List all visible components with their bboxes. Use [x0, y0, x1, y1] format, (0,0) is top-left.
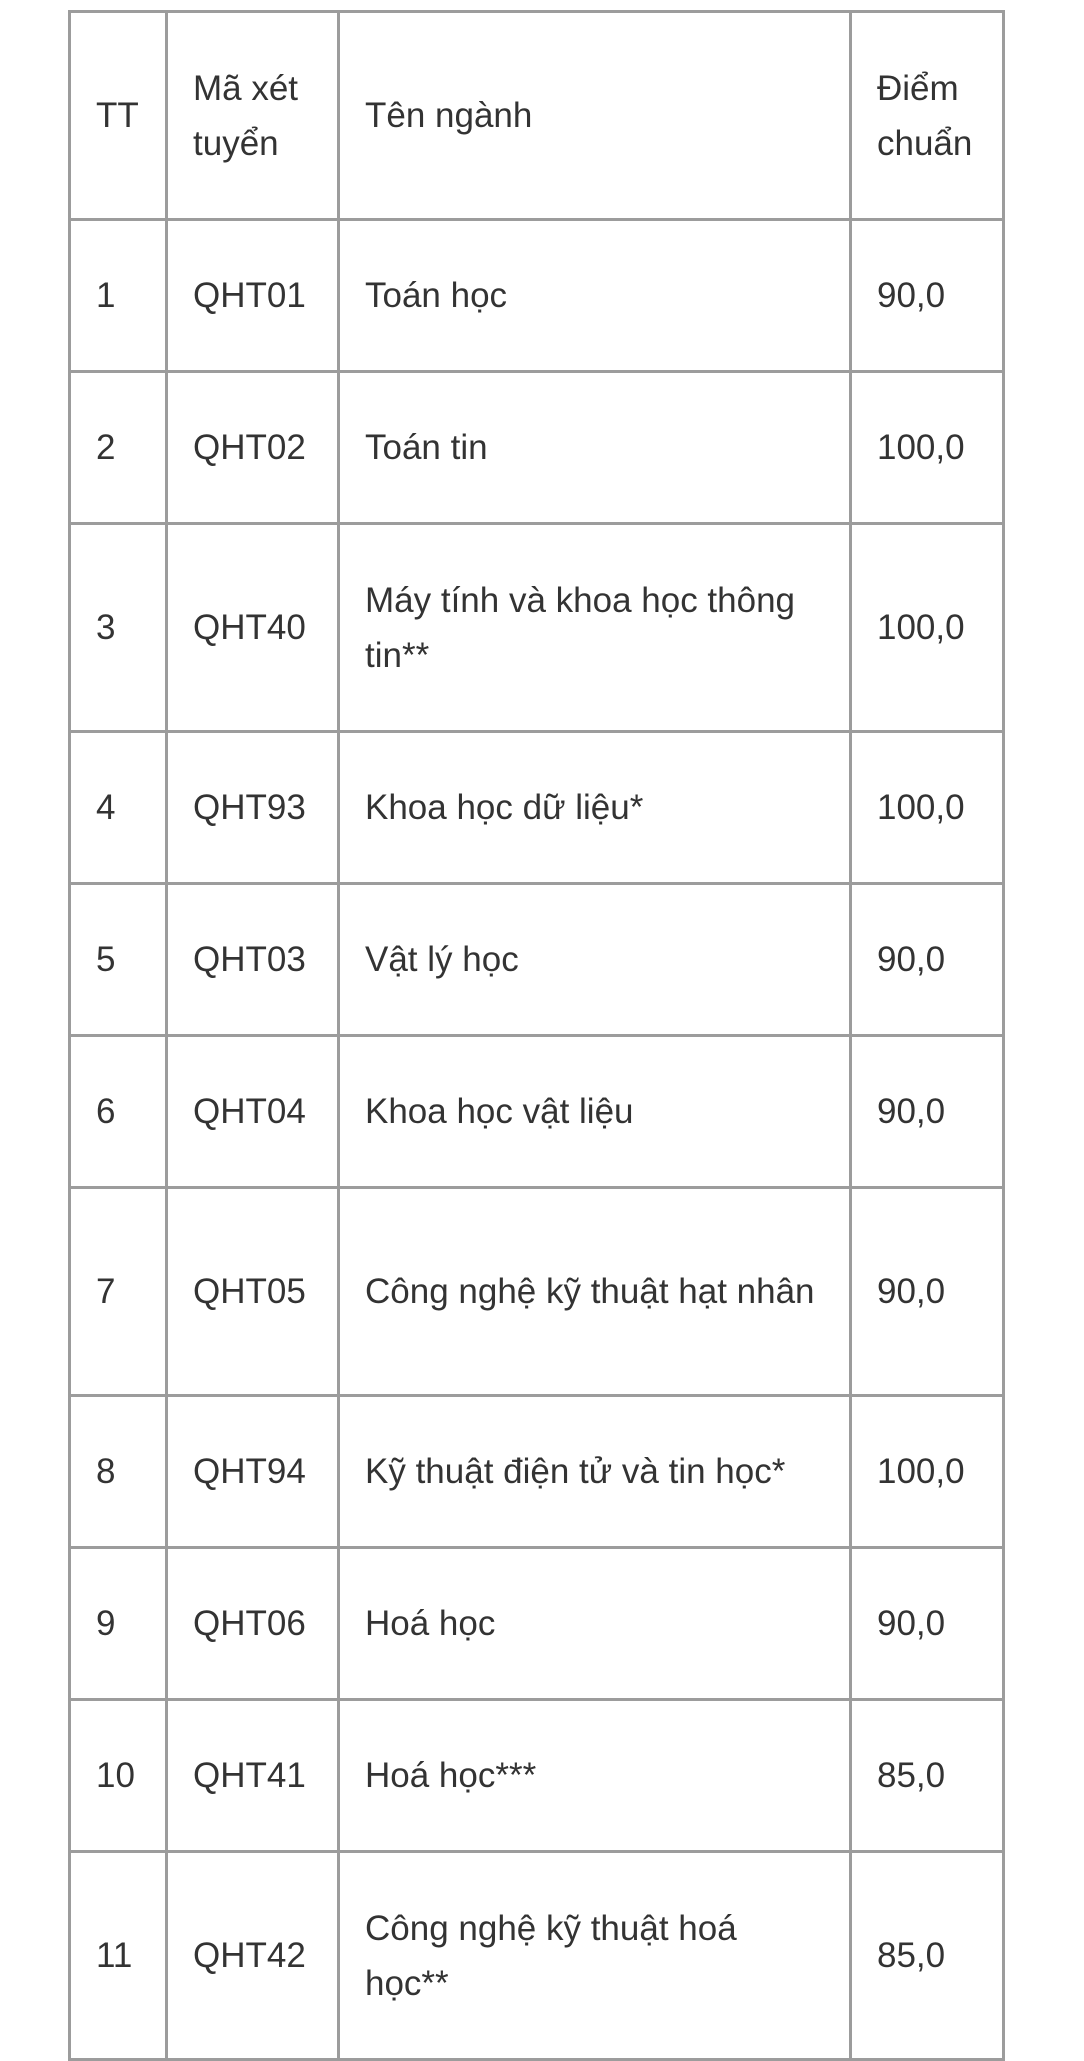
- table-row: [70, 1548, 1004, 1700]
- cell-tt: 5: [70, 884, 167, 1036]
- cell-code: QHT01: [167, 220, 339, 372]
- cell-score: 90,0: [851, 1548, 1004, 1700]
- cell-score: 90,0: [851, 884, 1004, 1036]
- admission-scores-table: [68, 10, 1005, 2061]
- cell-tt: 3: [70, 524, 167, 732]
- cell-name: Khoa học dữ liệu*: [339, 732, 851, 884]
- cell-tt: 11: [70, 1852, 167, 2060]
- cell-score: 100,0: [851, 524, 1004, 732]
- cell-code: QHT40: [167, 524, 339, 732]
- table-row: [70, 372, 1004, 524]
- cell-code: QHT06: [167, 1548, 339, 1700]
- header-score: Điểm chuẩn: [851, 12, 1004, 220]
- cell-tt: 2: [70, 372, 167, 524]
- table-row: [70, 1036, 1004, 1188]
- cell-name: Hoá học***: [339, 1700, 851, 1852]
- table-header-row: [70, 12, 1004, 220]
- cell-code: QHT93: [167, 732, 339, 884]
- header-code: Mã xét tuyển: [167, 12, 339, 220]
- cell-name: Toán học: [339, 220, 851, 372]
- table-row: [70, 524, 1004, 732]
- table-row: [70, 220, 1004, 372]
- cell-score: 100,0: [851, 732, 1004, 884]
- cell-tt: 1: [70, 220, 167, 372]
- cell-name: Khoa học vật liệu: [339, 1036, 851, 1188]
- table-row: [70, 1700, 1004, 1852]
- cell-score: 90,0: [851, 1036, 1004, 1188]
- cell-tt: 8: [70, 1396, 167, 1548]
- cell-name: Công nghệ kỹ thuật hạt nhân: [339, 1188, 851, 1396]
- cell-name: Máy tính và khoa học thông tin**: [339, 524, 851, 732]
- cell-tt: 4: [70, 732, 167, 884]
- cell-tt: 7: [70, 1188, 167, 1396]
- cell-code: QHT03: [167, 884, 339, 1036]
- cell-score: 85,0: [851, 1700, 1004, 1852]
- cell-score: 90,0: [851, 220, 1004, 372]
- cell-code: QHT04: [167, 1036, 339, 1188]
- header-tt: TT: [70, 12, 167, 220]
- cell-code: QHT05: [167, 1188, 339, 1396]
- table-row: [70, 884, 1004, 1036]
- cell-name: Công nghệ kỹ thuật hoá học**: [339, 1852, 851, 2060]
- cell-tt: 6: [70, 1036, 167, 1188]
- cell-name: Hoá học: [339, 1548, 851, 1700]
- header-name: Tên ngành: [339, 12, 851, 220]
- cell-code: QHT42: [167, 1852, 339, 2060]
- cell-score: 90,0: [851, 1188, 1004, 1396]
- cell-code: QHT41: [167, 1700, 339, 1852]
- table-row: [70, 1188, 1004, 1396]
- cell-code: QHT02: [167, 372, 339, 524]
- cell-score: 100,0: [851, 372, 1004, 524]
- cell-name: Toán tin: [339, 372, 851, 524]
- cell-code: QHT94: [167, 1396, 339, 1548]
- cell-score: 100,0: [851, 1396, 1004, 1548]
- cell-name: Vật lý học: [339, 884, 851, 1036]
- cell-tt: 10: [70, 1700, 167, 1852]
- table-row: [70, 1852, 1004, 2060]
- cell-name: Kỹ thuật điện tử và tin học*: [339, 1396, 851, 1548]
- cell-tt: 9: [70, 1548, 167, 1700]
- cell-score: 85,0: [851, 1852, 1004, 2060]
- table-row: [70, 732, 1004, 884]
- table-row: [70, 1396, 1004, 1548]
